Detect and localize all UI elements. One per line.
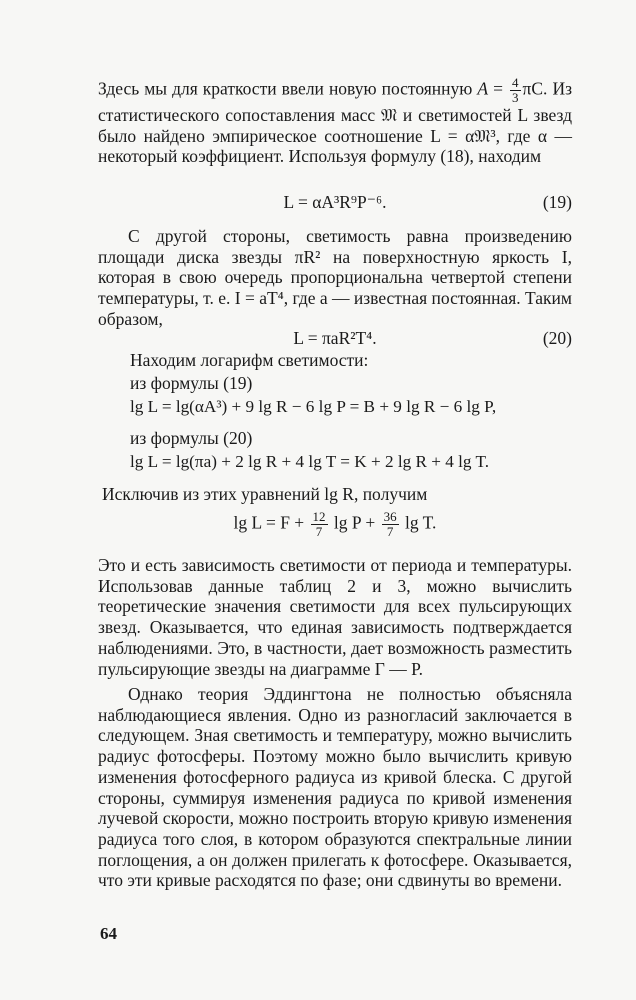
fraction-denominator: 7 [315, 524, 323, 539]
log-equation-19: lg L = lg(αA³) + 9 lg R − 6 lg P = B + 9 lg R − 6 lg P, [130, 397, 497, 416]
log-equation-20: lg L = lg(πa) + 2 lg R + 4 lg T = K + 2 lg R + 4 lg T. [130, 452, 490, 471]
paragraph-1-line-1: Здесь мы для краткости ввели новую постоянную [98, 78, 473, 99]
fraction-denominator: 7 [386, 524, 394, 539]
final-equation [98, 510, 572, 539]
fraction-numerator: 4 [512, 75, 519, 90]
final-equation-middle: lg P + [329, 512, 380, 533]
fraction-36-7 [382, 510, 399, 539]
fraction-numerator: 36 [383, 509, 397, 524]
symbol-A: A [477, 78, 489, 99]
fraction-12-7 [311, 510, 328, 539]
paragraph-2: С другой стороны, светимость равна произведению площади диска звезды πR² на поверхностную яркость I, которая в свою очередь пропорциональна четвертой степени температуры, т. е. I = aT⁴, где a — известная постоянная. Таким образом, [98, 226, 572, 329]
equals-sign: = [488, 78, 509, 99]
fraction-denominator: 3 [512, 90, 519, 105]
page-number: 64 [100, 924, 117, 943]
equation-19: L = αA³R⁹P⁻⁶. [283, 192, 387, 212]
exclude-sentence: Исключив из этих уравнений lg R, получим [102, 484, 428, 504]
equation-20: L = πaR²T⁴. [293, 328, 377, 348]
final-equation-rhs: lg T. [400, 512, 437, 533]
equation-20-number: (20) [542, 328, 572, 348]
paragraph-1-rest: . Из статистического сопоставления масс 𝔐 и светимостей L звезд было найдено эмпирическое соотношение L = α𝔐³, где α — некоторый коэффициент. Используя формулу (18), находим [98, 78, 572, 167]
fraction-numerator: 12 [312, 509, 326, 524]
final-equation-lhs: lg L = F + [233, 512, 309, 533]
log-intro: Находим логарифм светимости: [130, 350, 369, 370]
from-formula-20: из формулы (20) [130, 428, 253, 448]
paragraph-4: Однако теория Эддингтона не полностью объясняла наблюдающиеся явления. Одно из разногласий заключается в следующем. Зная светимость и температуру, можно вычислить радиус фотосферы. Поэтому можно было вычислить кривую изменения фотосферного радиуса из кривой блеска. С другой стороны, суммируя изменения радиуса по кривой изменения лучевой скорости, можно построить вторую кривую изменения радиуса того слоя, в котором образуются спектральные линии поглощения, а он должен прилегать к фотосфере. Оказывается, что эти кривые расходятся по фазе; они сдвинуты во времени. [98, 684, 572, 891]
paragraph-3: Это и есть зависимость светимости от периода и температуры. Использовав данные таблиц 2 и 3, можно вычислить теоретические значения светимости для всех пульсирующих звезд. Оказывается, что единая зависимость подтверждается наблюдениями. Это, в частности, дает возможность разместить пульсирующие звезды на диаграмме Г — Р. [98, 555, 572, 679]
paragraph-1 [98, 76, 572, 167]
symbol-piC: πC [522, 78, 544, 99]
fraction-4-3 [510, 76, 521, 105]
equation-19-number: (19) [542, 192, 572, 212]
from-formula-19: из формулы (19) [130, 373, 253, 393]
